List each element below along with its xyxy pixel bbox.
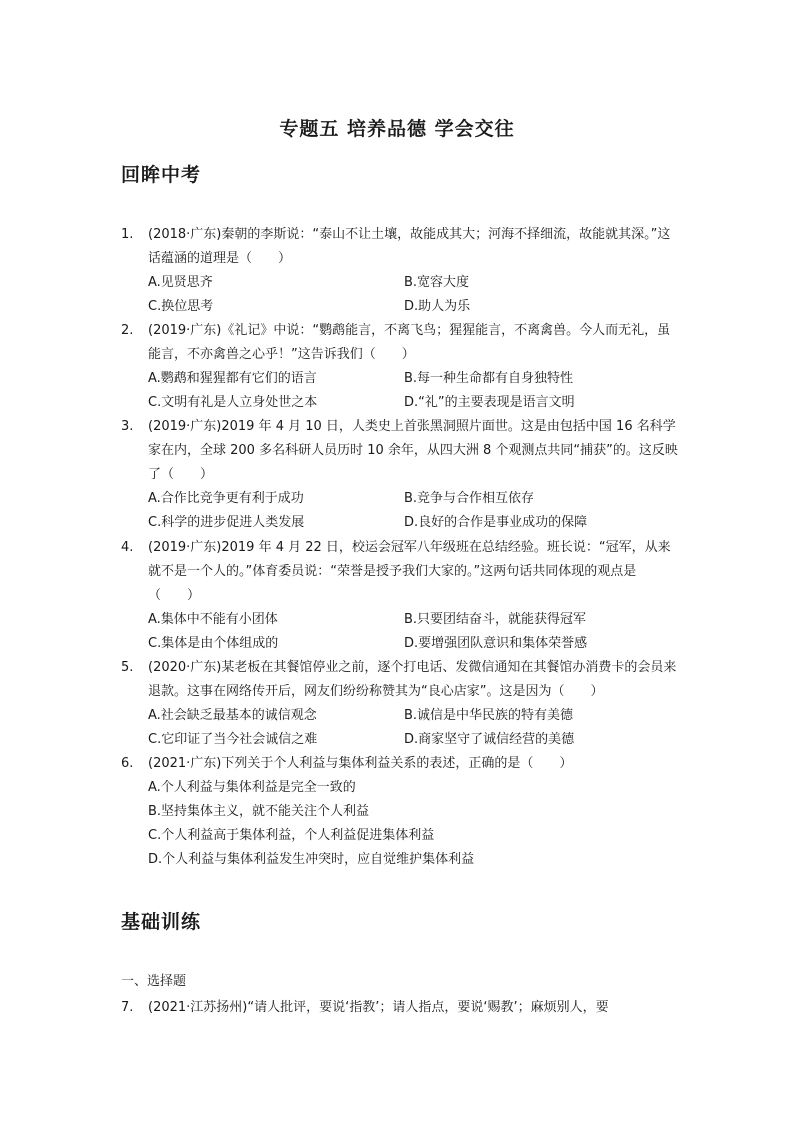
option-a: A.合作比竞争更有利于成功 [148, 491, 304, 506]
options [148, 367, 681, 415]
question-number: 1. [121, 227, 134, 242]
section-heading-basic: 基础训练 [121, 911, 202, 933]
option-d: D.商家坚守了诚信经营的美德 [404, 732, 575, 747]
option-b: B.竞争与合作相互依存 [404, 491, 535, 506]
option-a: A.鹦鹉和猩猩都有它们的语言 [148, 371, 317, 386]
option-c: C.它印证了当今社会诚信之难 [148, 732, 318, 747]
option-a: A.见贤思齐 [148, 275, 213, 290]
question-text: (2021·江苏扬州)“请人批评，要说‘指教’；请人指点，要说‘赐教’；麻烦别人，要 [148, 1000, 609, 1015]
question-number: 5. [121, 660, 134, 675]
question-text: (2018·广东)秦朝的李斯说：“泰山不让土壤，故能成其大；河海不择细流，故能就其深。”这话蕴涵的道理是（ ） [148, 227, 671, 266]
question-5 [121, 656, 681, 752]
option-c: C.集体是由个体组成的 [148, 636, 279, 651]
option-b: B.每一种生命都有自身独特性 [404, 371, 574, 386]
question-text: (2019·广东)2019 年 4 月 10 日，人类史上首张黑洞照片面世。这是由包括中国 16 名科学家在内，全球 200 多名科研人员历时 10 余年，从四大洲 8 个观测点共同“捕获”的。这反映了（ ） [148, 419, 678, 482]
option-b: B.坚持集体主义，就不能关注个人利益 [148, 804, 370, 819]
option-b: B.宽容大度 [404, 275, 470, 290]
subsection-heading: 一、选择题 [121, 974, 187, 989]
question-number: 6. [121, 756, 134, 771]
question-2 [121, 319, 681, 415]
option-a: A.个人利益与集体利益是完全一致的 [148, 780, 356, 795]
option-c: C.个人利益高于集体利益，个人利益促进集体利益 [148, 828, 435, 843]
option-d: D.“礼”的主要表现是语言文明 [404, 395, 575, 410]
question-number: 3. [121, 419, 134, 434]
option-b: B.只要团结奋斗，就能获得冠军 [404, 612, 587, 627]
question-text: (2021·广东)下列关于个人利益与集体利益关系的表述，正确的是（ ） [148, 756, 573, 771]
section-heading-review: 回眸中考 [121, 164, 202, 186]
question-number: 7. [121, 1000, 134, 1015]
question-text: (2019·广东)《礼记》中说：“鹦鹉能言，不离飞鸟；猩猩能言，不离禽兽。今人而无礼，虽能言，不亦禽兽之心乎！”这告诉我们（ ） [148, 323, 671, 362]
question-1 [121, 223, 681, 319]
options [148, 776, 681, 872]
option-c: C.换位思考 [148, 299, 214, 314]
question-7 [121, 996, 681, 1020]
options [148, 487, 681, 535]
option-d: D.助人为乐 [404, 299, 471, 314]
option-d: D.个人利益与集体利益发生冲突时，应自觉维护集体利益 [148, 852, 475, 867]
question-3 [121, 415, 681, 535]
question-6 [121, 752, 681, 872]
question-text: (2019·广东)2019 年 4 月 22 日，校运会冠军八年级班在总结经验。班长说：“冠军，从来就不是一个人的。”体育委员说：“荣誉是授予我们大家的。”这两句话共同体现的观点是（ ） [148, 540, 671, 603]
option-a: A.社会缺乏最基本的诚信观念 [148, 708, 317, 723]
question-number: 4. [121, 540, 134, 555]
page-title: 专题五 培养品德 学会交往 [279, 118, 515, 140]
options [148, 271, 681, 319]
question-4 [121, 536, 681, 656]
option-c: C.文明有礼是人立身处世之本 [148, 395, 318, 410]
option-d: D.要增强团队意识和集体荣誉感 [404, 636, 588, 651]
options [148, 608, 681, 656]
question-number: 2. [121, 323, 134, 338]
option-a: A.集体中不能有小团体 [148, 612, 278, 627]
question-text: (2020·广东)某老板在其餐馆停业之前，逐个打电话、发微信通知在其餐馆办消费卡的会员来退款。这事在网络传开后，网友们纷纷称赞其为“良心店家”。这是因为（ ） [148, 660, 677, 699]
option-d: D.良好的合作是事业成功的保障 [404, 515, 588, 530]
option-c: C.科学的进步促进人类发展 [148, 515, 305, 530]
options [148, 704, 681, 752]
option-b: B.诚信是中华民族的特有美德 [404, 708, 574, 723]
